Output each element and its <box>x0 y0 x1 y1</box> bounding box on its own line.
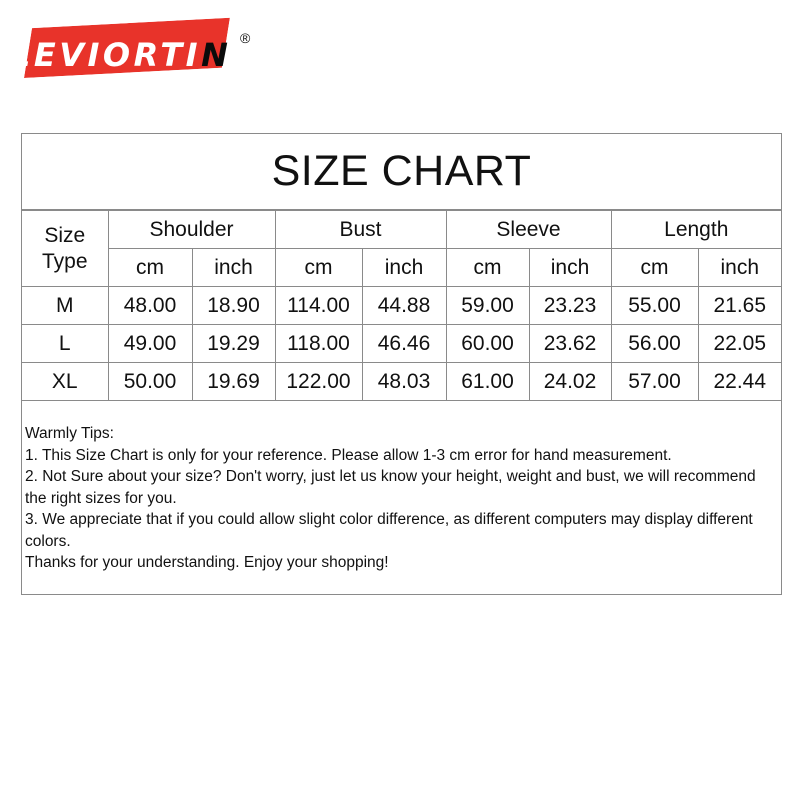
tips-section <box>25 423 775 574</box>
logo-wordmark-main: LEVIORTI <box>10 36 202 74</box>
logo-wordmark <box>10 36 250 74</box>
size-cell: L <box>22 325 108 363</box>
value-cell: 48.00 <box>108 287 192 325</box>
value-cell: 22.44 <box>698 363 781 401</box>
value-cell: 59.00 <box>446 287 529 325</box>
value-cell: 55.00 <box>611 287 698 325</box>
tip-item: 2. Not Sure about your size? Don't worry, just let us know your height, weight and bust, we will recommend the right sizes for you. <box>25 468 756 507</box>
value-cell: 118.00 <box>275 325 362 363</box>
table-row-size-xl <box>22 363 781 401</box>
size-cell: XL <box>22 363 108 401</box>
chart-title: SIZE CHART <box>22 134 781 210</box>
size-chart <box>21 133 782 595</box>
size-type-label-line2: Type <box>41 249 88 273</box>
size-table <box>22 210 781 401</box>
measure-header-shoulder: Shoulder <box>108 211 275 249</box>
value-cell: 18.90 <box>192 287 275 325</box>
tips-heading: Warmly Tips: <box>25 425 114 442</box>
unit-header-shoulder-inch: inch <box>192 249 275 287</box>
measure-header-length: Length <box>611 211 781 249</box>
tip-item: 3. We appreciate that if you could allow slight color difference, as different computers may display different colors. <box>25 511 753 550</box>
value-cell: 50.00 <box>108 363 192 401</box>
measure-header-bust: Bust <box>275 211 446 249</box>
unit-header-sleeve-inch: inch <box>529 249 611 287</box>
value-cell: 44.88 <box>362 287 446 325</box>
value-cell: 24.02 <box>529 363 611 401</box>
header-row-measures <box>22 211 781 249</box>
unit-header-length-cm: cm <box>611 249 698 287</box>
value-cell: 19.69 <box>192 363 275 401</box>
registered-mark: ® <box>240 30 251 46</box>
value-cell: 57.00 <box>611 363 698 401</box>
unit-header-bust-inch: inch <box>362 249 446 287</box>
unit-header-sleeve-cm: cm <box>446 249 529 287</box>
value-cell: 19.29 <box>192 325 275 363</box>
brand-logo <box>10 22 250 88</box>
measure-header-sleeve: Sleeve <box>446 211 611 249</box>
value-cell: 60.00 <box>446 325 529 363</box>
size-type-header <box>22 211 108 287</box>
unit-header-bust-cm: cm <box>275 249 362 287</box>
value-cell: 56.00 <box>611 325 698 363</box>
table-row-size-l <box>22 325 781 363</box>
value-cell: 49.00 <box>108 325 192 363</box>
value-cell: 46.46 <box>362 325 446 363</box>
value-cell: 21.65 <box>698 287 781 325</box>
value-cell: 48.03 <box>362 363 446 401</box>
unit-header-shoulder-cm: cm <box>108 249 192 287</box>
logo-wordmark-edge: N <box>201 36 232 74</box>
value-cell: 23.23 <box>529 287 611 325</box>
table-row-size-m <box>22 287 781 325</box>
value-cell: 61.00 <box>446 363 529 401</box>
header-row-units <box>22 249 781 287</box>
value-cell: 23.62 <box>529 325 611 363</box>
value-cell: 114.00 <box>275 287 362 325</box>
value-cell: 22.05 <box>698 325 781 363</box>
tips-closing: Thanks for your understanding. Enjoy your shopping! <box>25 554 389 571</box>
tip-item: 1. This Size Chart is only for your reference. Please allow 1-3 cm error for hand measurement. <box>25 446 672 464</box>
value-cell: 122.00 <box>275 363 362 401</box>
size-type-label-line1: Size <box>44 223 86 247</box>
size-cell: M <box>22 287 108 325</box>
unit-header-length-inch: inch <box>698 249 781 287</box>
